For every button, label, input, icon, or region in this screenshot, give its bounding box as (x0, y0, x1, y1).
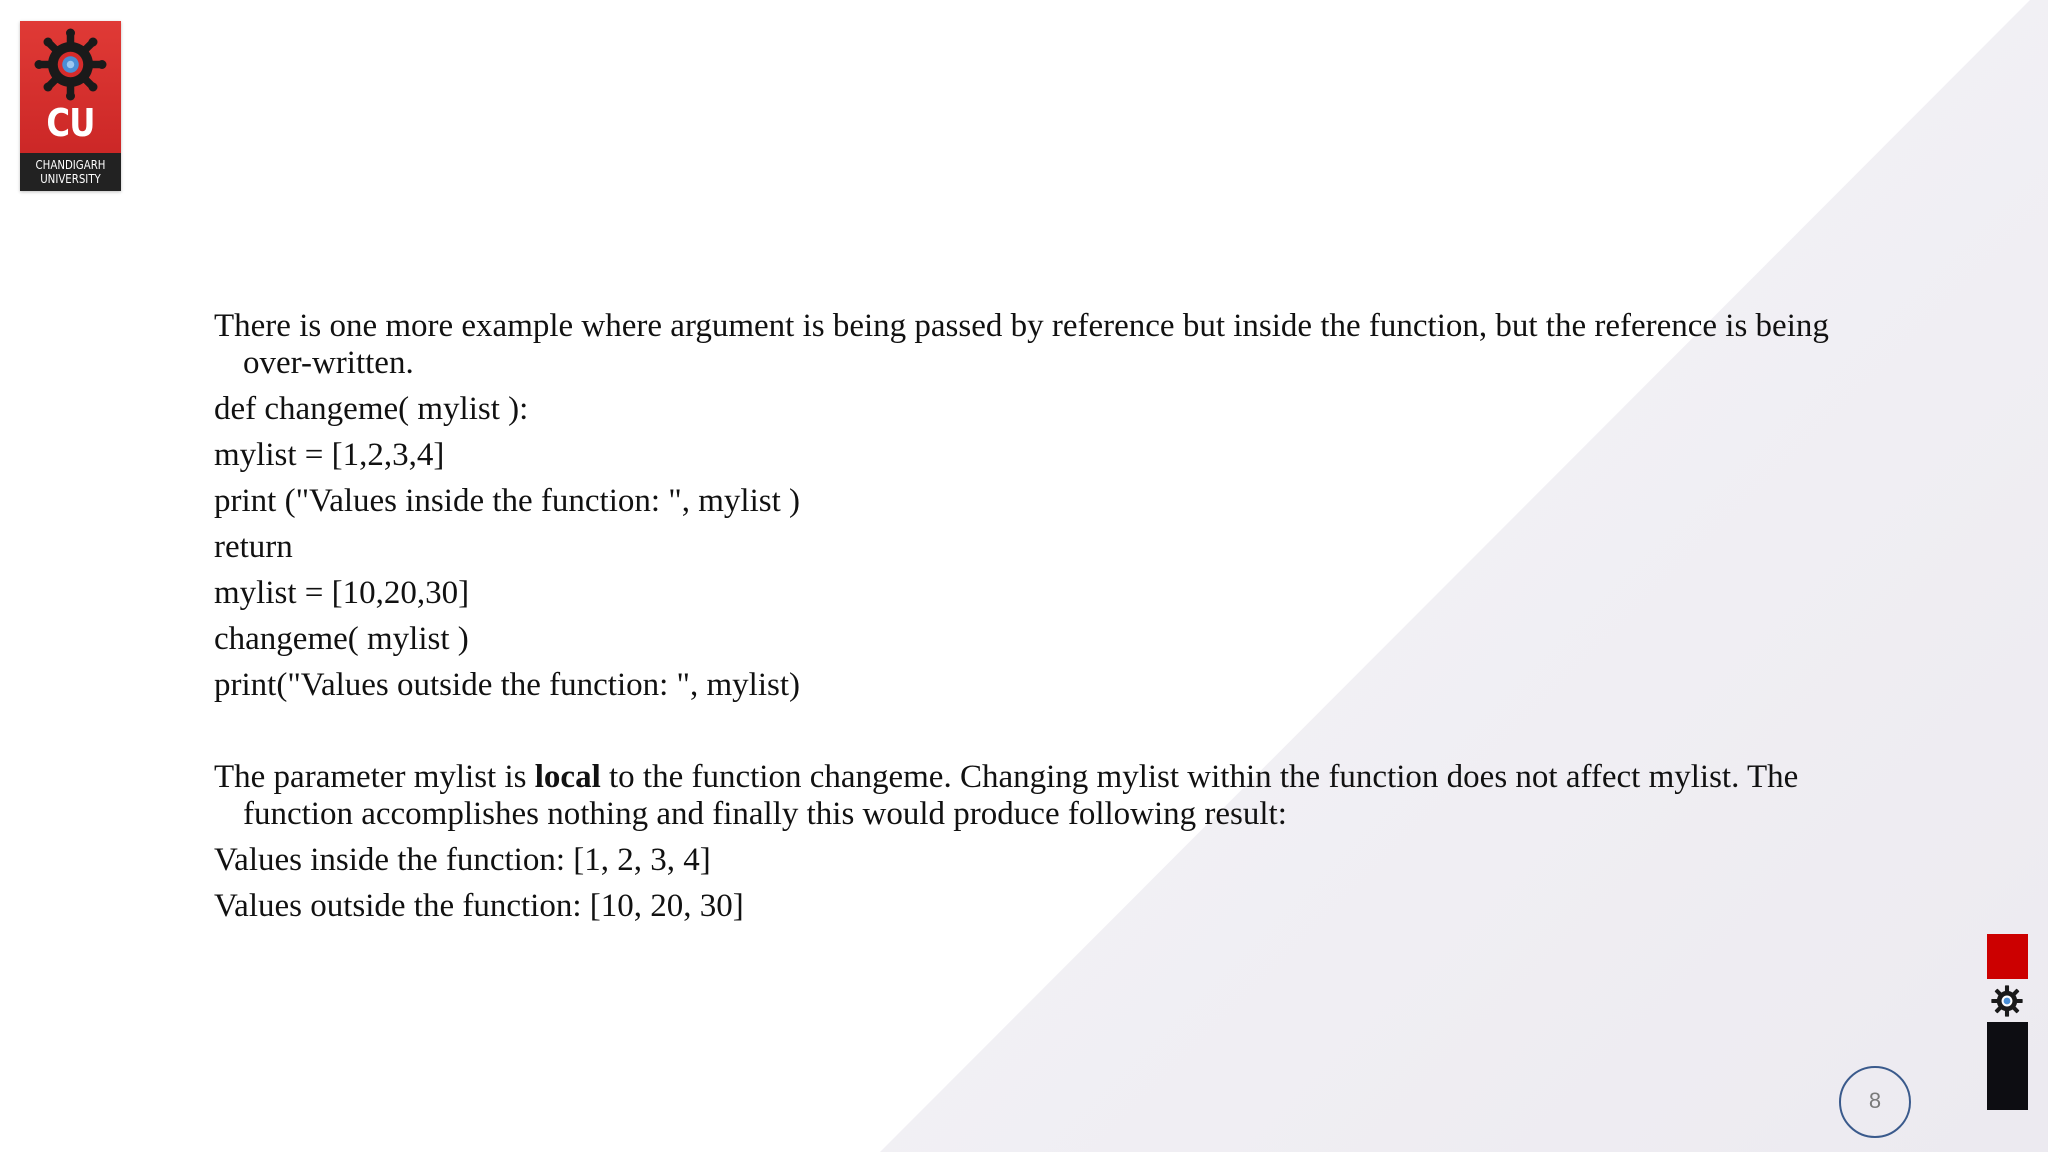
code-line-6: changeme( mylist ) (214, 621, 469, 657)
university-logo (20, 21, 121, 191)
logo-name-line2: UNIVERSITY (40, 172, 101, 186)
slide-body (214, 308, 1914, 934)
code-line-5: mylist = [10,20,30] (214, 575, 470, 611)
code-line-2: mylist = [1,2,3,4] (214, 437, 445, 473)
code-line-4: return (214, 529, 293, 565)
gear-emblem-icon (33, 27, 108, 102)
logo-name-band (20, 153, 121, 191)
explanation-paragraph (214, 759, 1914, 833)
intro-paragraph (214, 308, 1914, 382)
intro-line-1: There is one more example where argument is being passed by reference but inside the function, but the reference is being (214, 308, 1829, 344)
code-line-7: print("Values outside the function: ", mylist) (214, 667, 801, 703)
result-line-2: Values outside the function: [10, 20, 30] (214, 888, 744, 924)
code-line-1: def changeme( mylist ): (214, 391, 529, 427)
code-line-3: print ("Values inside the function: ", mylist ) (214, 483, 801, 519)
section-spacer (214, 713, 1914, 759)
explanation-after-bold: to the function changeme. Changing mylist within the function does not affect mylist. The (600, 759, 1799, 795)
result-line-1: Values inside the function: [1, 2, 3, 4] (214, 842, 711, 878)
gear-emblem-icon (1990, 984, 2024, 1018)
logo-name-line1: CHANDIGARH (35, 158, 106, 172)
page-number: 8 (1839, 1066, 1911, 1138)
logo-initials: CU (46, 101, 95, 145)
intro-line-2: over-written. (243, 345, 414, 381)
explanation-bold-word: local (534, 759, 601, 795)
explanation-line-2: function accomplishes nothing and finally this would produce following result: (243, 796, 1287, 832)
side-red-block (1987, 934, 2028, 979)
explanation-before-bold: The parameter mylist is (214, 759, 535, 795)
side-black-block (1987, 1022, 2028, 1110)
